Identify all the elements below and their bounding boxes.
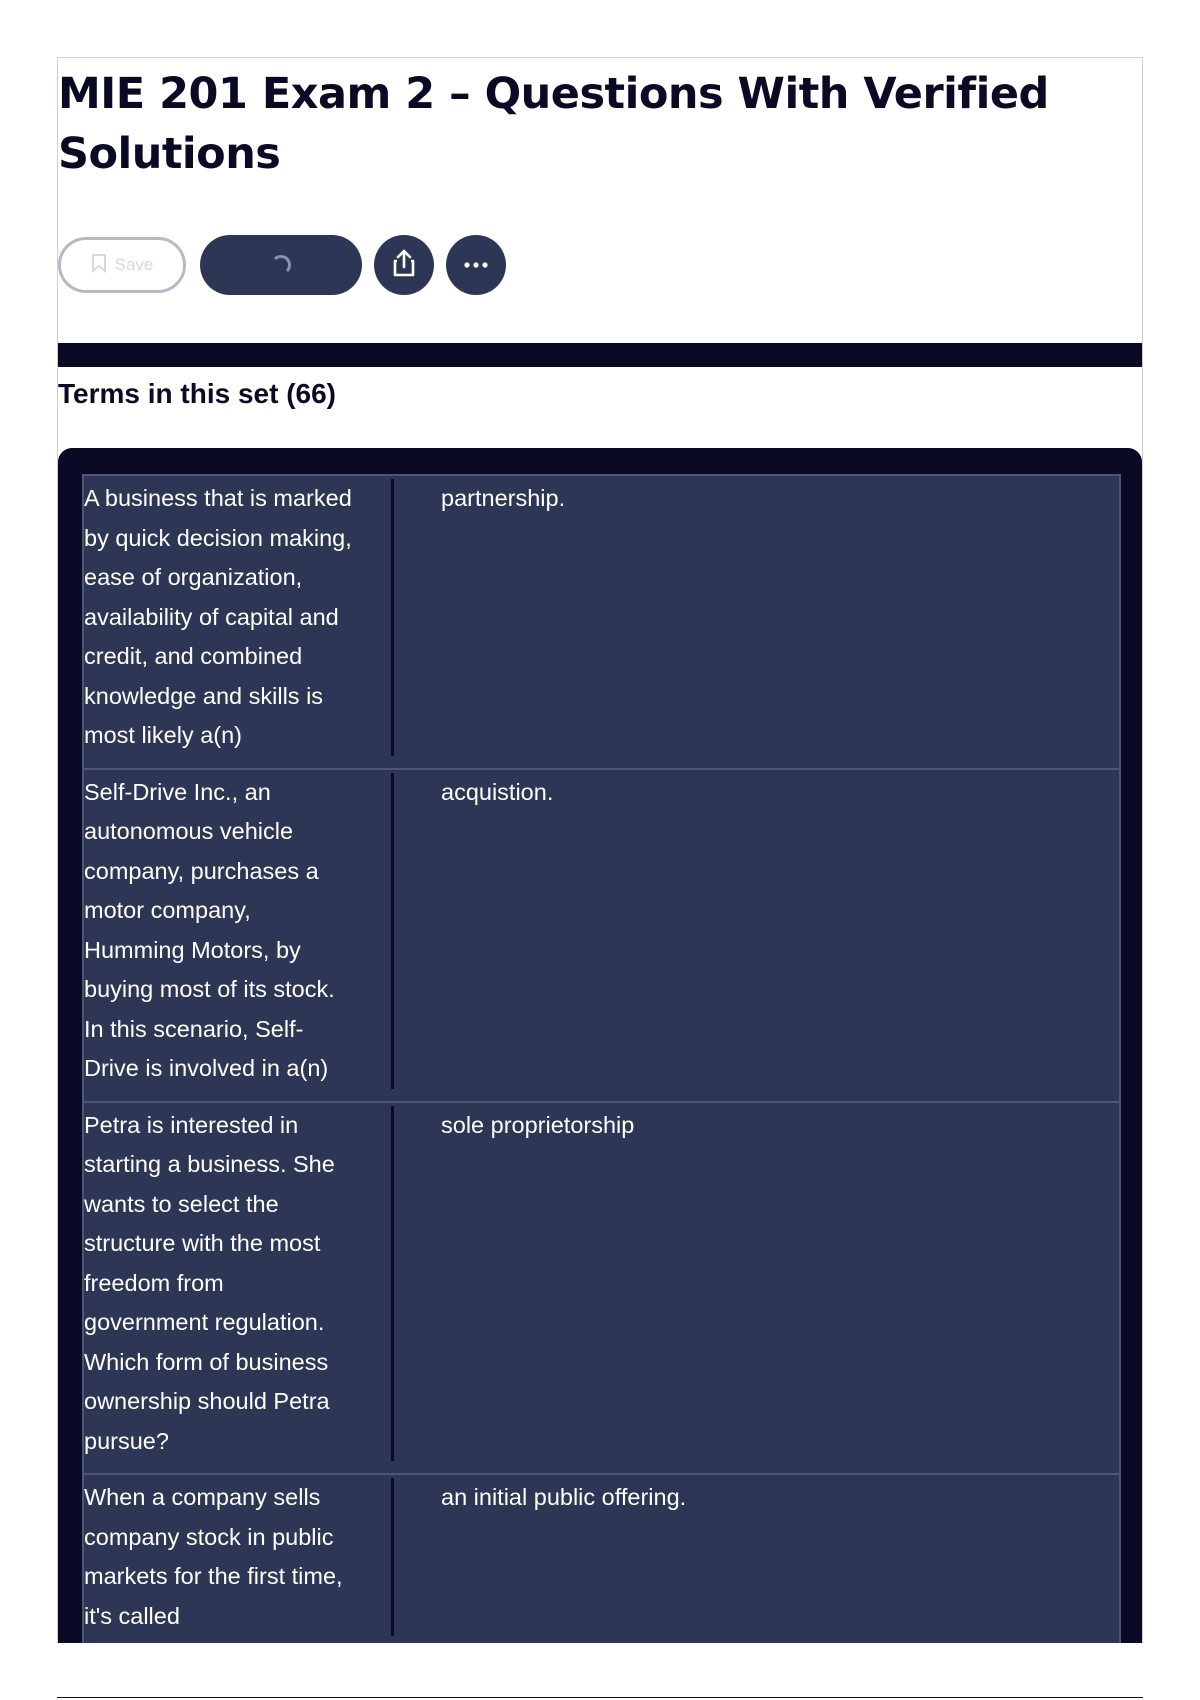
term-row[interactable] — [82, 768, 1121, 1101]
study-set-page — [57, 57, 1143, 1643]
save-button[interactable] — [58, 237, 186, 293]
share-button[interactable] — [374, 235, 434, 295]
term-answer: partnership. — [441, 485, 566, 511]
section-divider — [58, 343, 1142, 367]
term-row[interactable] — [82, 1473, 1121, 1643]
more-options-icon — [462, 256, 490, 274]
loading-spinner-icon — [271, 255, 291, 275]
terms-list — [82, 474, 1121, 1643]
terms-panel — [58, 448, 1142, 1643]
page-title: MIE 201 Exam 2 – Questions With Verified Solutions — [58, 69, 1049, 179]
save-button-label: Save — [114, 255, 154, 274]
action-bar — [58, 234, 506, 296]
term-answer: acquistion. — [441, 778, 554, 805]
bottom-rule — [57, 1697, 1143, 1698]
term-question: A business that is marked by quick decision making, ease of organization, availability of capital and credit, and combined knowledge and skills is most likely a(n) — [84, 479, 394, 756]
share-icon — [391, 248, 417, 283]
term-row[interactable] — [82, 474, 1121, 768]
term-question: When a company sells company stock in public markets for the first time, it's called — [84, 1478, 394, 1636]
term-question: Petra is interested in starting a business. She wants to select the structure with the most freedom from government regulation. Which form of business ownership should Petra pursue? — [84, 1106, 394, 1462]
term-answer: an initial public offering. — [441, 1484, 687, 1510]
terms-heading: Terms in this set (66) — [58, 378, 337, 409]
term-answer: sole proprietorship — [441, 1111, 635, 1138]
more-options-button[interactable] — [446, 235, 506, 295]
primary-action-button[interactable] — [200, 235, 362, 295]
bookmark-icon — [91, 253, 107, 278]
term-row[interactable] — [82, 1101, 1121, 1474]
term-question: Self-Drive Inc., an autonomous vehicle company, purchases a motor company, Humming Motors, by buying most of its stock. In this scenario, Self- Drive is involved in a(n) — [84, 773, 394, 1089]
